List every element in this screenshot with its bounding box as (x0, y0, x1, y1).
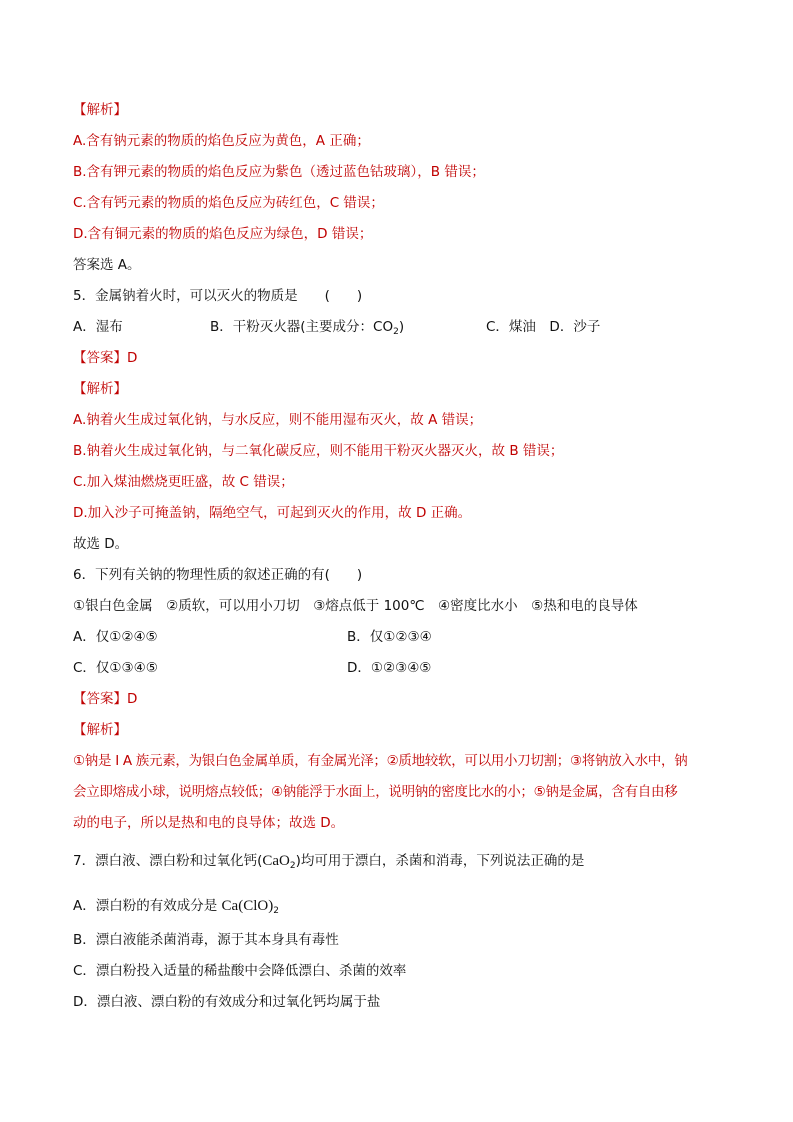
analysis-line: D.含有铜元素的物质的焰色反应为绿色，D 错误； (73, 226, 373, 242)
analysis-line: B.含有钾元素的物质的焰色反应为紫色（透过蓝色钴玻璃），B 错误； (73, 164, 485, 180)
analysis-line: ①钠是 I A 族元素，为银白色金属单质，有金属光泽；②质地较软，可以用小刀切割；③将钠放入水中，钠 (73, 753, 688, 769)
q5-option-b: B．干粉灭火器(主要成分：$CO_2$) (210, 319, 405, 337)
analysis-heading: 【解析】 (73, 722, 127, 738)
q6-option-a: A．仅①②④⑤ (73, 629, 158, 645)
analysis-line: C.加入煤油燃烧更旺盛，故 C 错误； (73, 474, 294, 490)
q5-answer: 【答案】D (73, 350, 138, 366)
question-7-stem: 7．漂白液、漂白粉和过氧化钙(CaO$_2$)均可用于漂白，杀菌和消毒，下列说法正确的是 (73, 853, 585, 871)
q7-option-d: D．漂白液、漂白粉的有效成分和过氧化钙均属于盐 (73, 994, 381, 1010)
analysis-conclusion: 答案选 A。 (73, 257, 141, 273)
q6-answer: 【答案】D (73, 691, 138, 707)
q7-option-b: B．漂白液能杀菌消毒，源于其本身具有毒性 (73, 932, 339, 948)
analysis-line: A.钠着火生成过氧化钠，与水反应，则不能用湿布灭火，故 A 错误； (73, 412, 483, 428)
analysis-line: D.加入沙子可掩盖钠，隔绝空气，可起到灭火的作用，故 D 正确。 (73, 505, 472, 521)
question-5-stem: 5．金属钠着火时，可以灭火的物质是 ( ) (73, 288, 363, 304)
q5-option-cd: C．煤油 D．沙子 (486, 319, 601, 335)
analysis-line: A.含有钠元素的物质的焰色反应为黄色，A 正确； (73, 133, 370, 149)
q6-option-b: B．仅①②③④ (347, 629, 432, 645)
analysis-line: 会立即熔成小球，说明熔点较低；④钠能浮于水面上，说明钠的密度比水的小；⑤钠是金属，含有自由移 (73, 784, 678, 800)
analysis-line: B.钠着火生成过氧化钠，与二氧化碳反应，则不能用干粉灭火器灭火，故 B 错误； (73, 443, 564, 459)
analysis-conclusion: 故选 D。 (73, 536, 129, 552)
q7-option-a: A．漂白粉的有效成分是 $Ca(ClO)_2$ (73, 898, 279, 916)
q5-option-a: A．湿布 (73, 319, 123, 335)
q7-option-c: C．漂白粉投入适量的稀盐酸中会降低漂白、杀菌的效率 (73, 963, 407, 979)
q6-option-d: D．①②③④⑤ (347, 660, 432, 676)
analysis-heading: 【解析】 (73, 381, 127, 397)
question-6-stem: 6．下列有关钠的物理性质的叙述正确的有( ) (73, 567, 363, 583)
analysis-line: C.含有钙元素的物质的焰色反应为砖红色，C 错误； (73, 195, 384, 211)
analysis-heading: 【解析】 (73, 102, 127, 118)
analysis-line: 动的电子，所以是热和电的良导体；故选 D。 (73, 815, 345, 831)
q6-option-c: C．仅①③④⑤ (73, 660, 158, 676)
q6-properties: ①银白色金属 ②质软，可以用小刀切 ③熔点低于 100℃ ④密度比水小 ⑤热和电的良导体 (73, 598, 638, 614)
